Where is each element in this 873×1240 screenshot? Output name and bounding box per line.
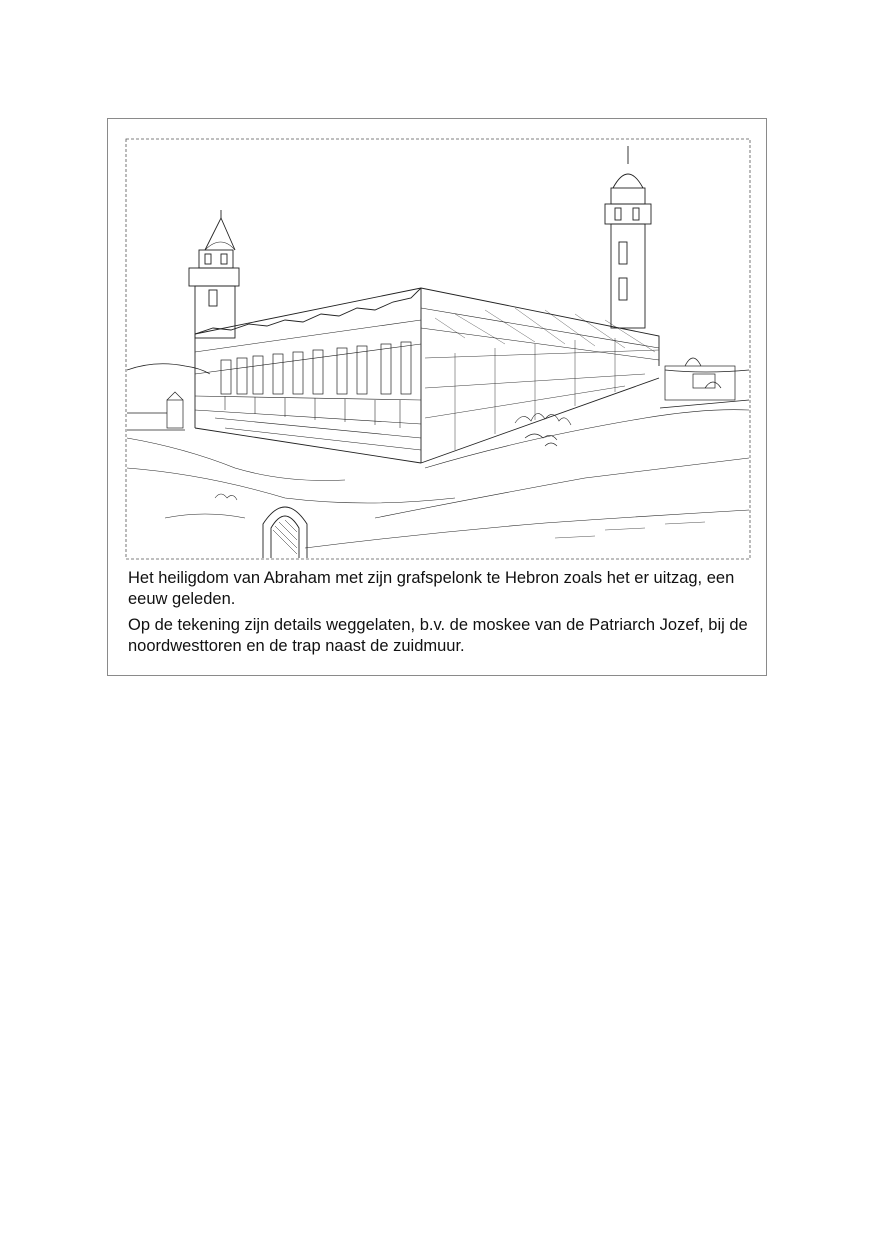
right-minaret [605, 146, 651, 328]
caption-paragraph-2: Op de tekening zijn details weggelaten, b.v. de moskee van de Patriarch Jozef, bij de noordwesttoren en de trap naast de zuidmuur. [128, 616, 748, 655]
caption-paragraph-1: Het heiligdom van Abraham met zijn grafspelonk te Hebron zoals het er uitzag, een eeuw geleden. [128, 569, 735, 608]
figure-caption [128, 568, 750, 662]
cave-arch [263, 507, 307, 558]
left-minaret [189, 210, 239, 338]
figure-frame [107, 118, 767, 676]
sanctuary-drawing [125, 138, 751, 560]
